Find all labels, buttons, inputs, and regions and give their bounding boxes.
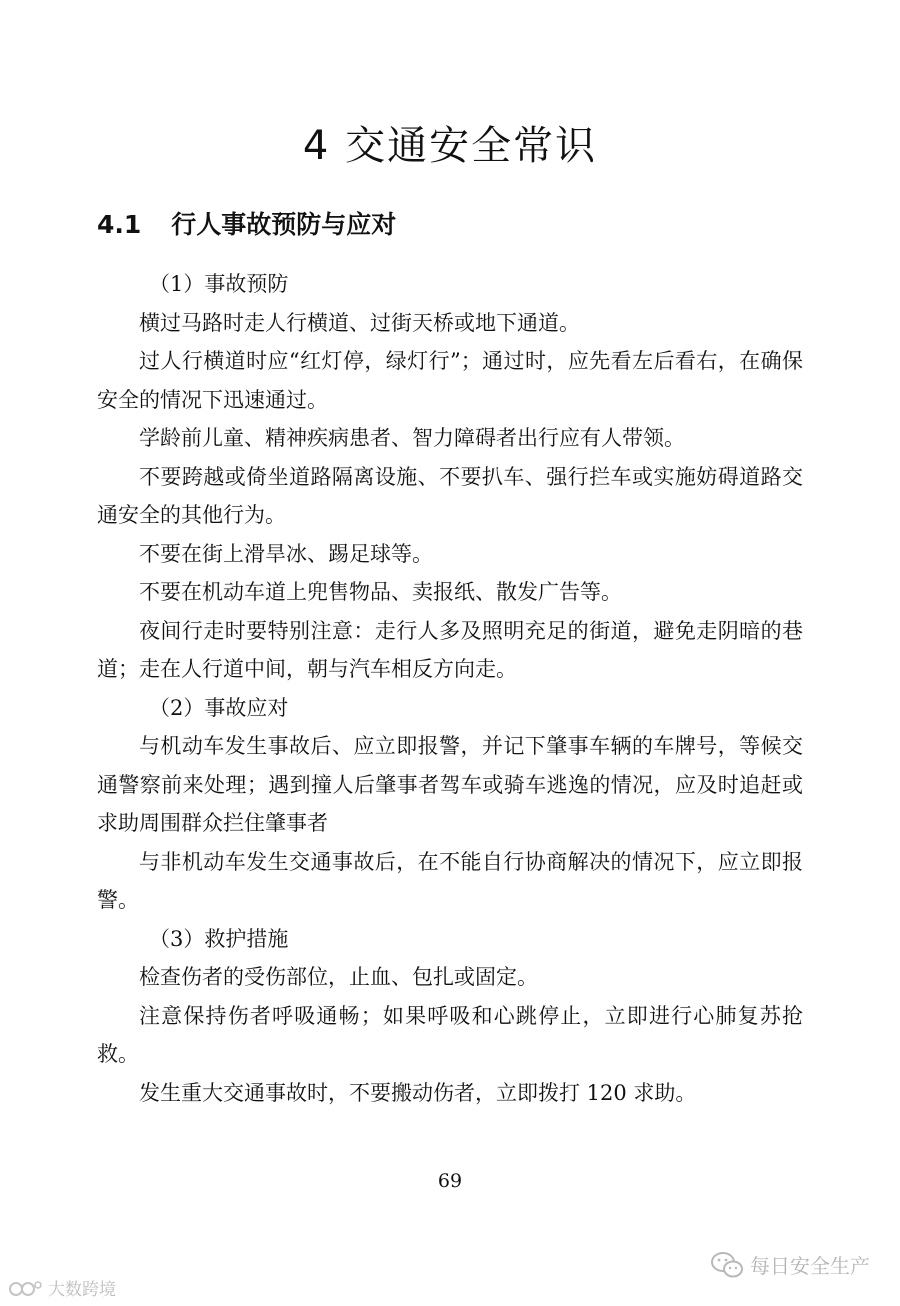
watermark-left <box>8 1275 116 1300</box>
paragraph: 不要在机动车道上兜售物品、卖报纸、散发广告等。 <box>139 580 622 604</box>
paragraph: 不要在街上滑旱冰、踢足球等。 <box>139 541 433 566</box>
paragraph: 注意保持伤者呼吸通畅；如果呼吸和心跳停止，立即进行心肺复苏抢救。 <box>97 1003 803 1066</box>
paragraph: 发生重大交通事故时，不要搬动伤者，立即拨打 120 求助。 <box>139 1080 697 1105</box>
paragraph: 不要跨越或倚坐道路隔离设施、不要扒车、强行拦车或实施妨碍道路交通安全的其他行为。 <box>97 464 803 527</box>
brand-logo-icon <box>8 1279 42 1297</box>
watermark-right-text: 每日安全生产 <box>750 1254 870 1278</box>
paragraph: 检查伤者的受伤部位，止血、包扎或固定。 <box>139 965 538 989</box>
paragraph: 与机动车发生事故后、应立即报警，并记下肇事车辆的车牌号，等候交通警察前来处理；遇到撞人后肇事者驾车或骑车逃逸的情况，应及时追赶或求助周围群众拦住肇事者 <box>97 734 803 835</box>
page-number: 69 <box>437 1170 463 1192</box>
subheading-response: （2）事故应对 <box>149 695 289 720</box>
body-text <box>97 265 803 1112</box>
paragraph: 与非机动车发生交通事故后，在不能自行协商解决的情况下，应立即报警。 <box>97 849 803 912</box>
paragraph: 过人行横道时应“红灯停，绿灯行”；通过时，应先看左后看右，在确保安全的情况下迅速通过。 <box>97 349 803 412</box>
section-number: 4.1 <box>97 210 142 239</box>
paragraph: 横过马路时走人行横道、过街天桥或地下通道。 <box>139 310 580 335</box>
watermark-right <box>710 1250 870 1279</box>
section-heading <box>97 205 396 245</box>
paragraph: 夜间行走时要特别注意：走行人多及照明充足的街道，避免走阴暗的巷道；走在人行道中间，朝与汽车相反方向走。 <box>97 618 803 681</box>
subheading-prevention: （1）事故预防 <box>149 272 289 296</box>
wechat-icon <box>710 1251 744 1279</box>
chapter-title: 4 交通安全常识 <box>302 123 598 169</box>
paragraph: 学龄前儿童、精神疾病患者、智力障碍者出行应有人带领。 <box>139 426 685 450</box>
section-title: 行人事故预防与应对 <box>171 210 397 239</box>
watermark-left-text: 大数跨境 <box>48 1280 116 1300</box>
subheading-rescue: （3）救护措施 <box>149 926 289 951</box>
